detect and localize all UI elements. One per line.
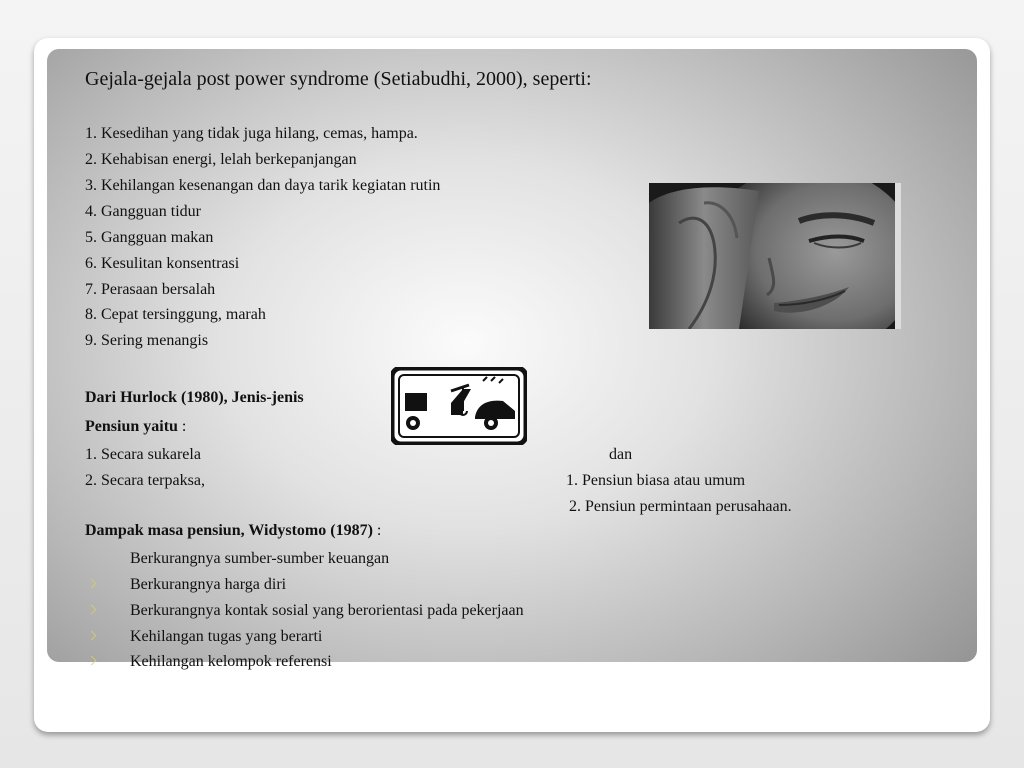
crying-woman-photo: [649, 183, 901, 329]
impact-item: Berkurangnya harga diri: [130, 576, 287, 593]
pension-left-item: 2. Secara terpaksa,: [85, 472, 205, 489]
pension-heading-colon: :: [177, 418, 187, 435]
pension-left-item: 1. Secara sukarela: [85, 446, 201, 463]
impact-item: Berkurangnya kontak sosial yang berorientasi pada pekerjaan: [130, 602, 524, 619]
symptom-item: 8. Cepat tersinggung, marah: [85, 306, 266, 323]
slide-title: Gejala-gejala post power syndrome (Setiabudhi, 2000), seperti:: [85, 68, 592, 90]
impact-item: Kehilangan tugas yang berarti: [130, 628, 323, 645]
pension-heading-line2: [85, 417, 186, 437]
pension-right-item: 2. Pensiun permintaan perusahaan.: [569, 498, 792, 515]
pension-right-item: 1. Pensiun biasa atau umum: [566, 472, 746, 489]
symptom-item: 1. Kesedihan yang tidak juga hilang, cemas, hampa.: [85, 125, 418, 142]
pension-heading-bold: Pensiun yaitu: [85, 418, 178, 435]
impact-heading-colon: :: [372, 522, 382, 539]
pension-heading-line1: Dari Hurlock (1980), Jenis-jenis: [85, 389, 304, 406]
symptom-item: 4. Gangguan tidur: [85, 203, 201, 220]
symptom-item: 5. Gangguan makan: [85, 229, 214, 246]
impact-heading: [85, 521, 381, 541]
impact-item: Berkurangnya sumber-sumber keuangan: [130, 550, 390, 567]
tow-truck-icon: [391, 367, 527, 445]
symptom-item: 6. Kesulitan konsentrasi: [85, 255, 240, 272]
symptom-item: 7. Perasaan bersalah: [85, 281, 216, 298]
symptom-item: 3. Kehilangan kesenangan dan daya tarik kegiatan rutin: [85, 177, 441, 194]
pension-connector: dan: [609, 446, 633, 463]
impact-heading-bold: Dampak masa pensiun, Widystomo (1987): [85, 522, 373, 539]
impact-item: Kehilangan kelompok referensi: [130, 653, 332, 670]
symptom-item: 2. Kehabisan energi, lelah berkepanjangan: [85, 151, 357, 168]
symptom-item: 9. Sering menangis: [85, 332, 209, 349]
